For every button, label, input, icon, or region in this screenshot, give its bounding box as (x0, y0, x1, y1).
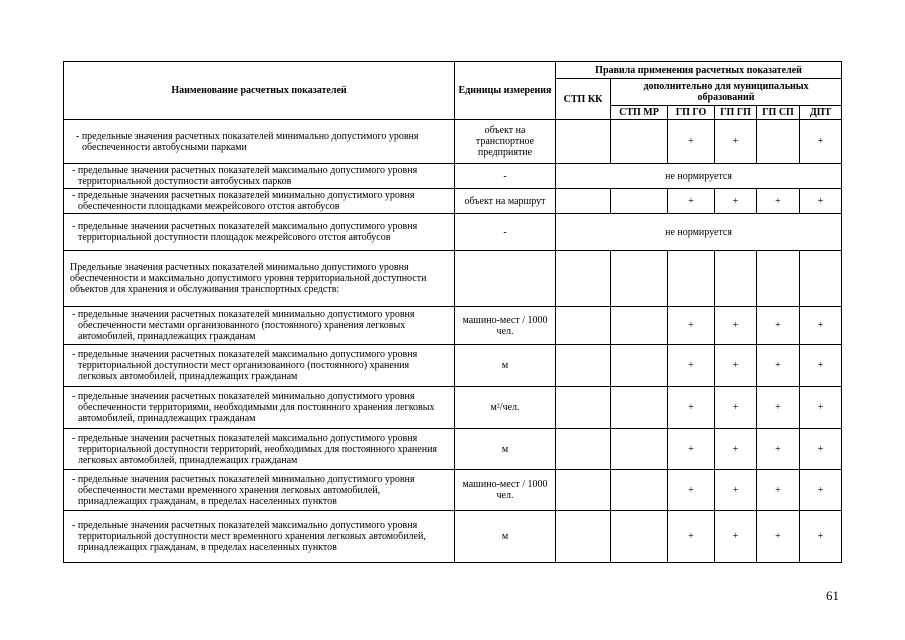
gp-go-cell: + (668, 345, 715, 387)
indicator-unit: объект на маршрут (455, 189, 556, 214)
dpt-cell (800, 251, 842, 307)
gp-go-cell: + (668, 470, 715, 511)
gp-sp-cell (757, 120, 800, 164)
indicator-name: Предельные значения расчетных показателей минимально допустимого уровня обеспеченности и максимально допустимого уровня территориальной доступности объектов для хранения и обслуживания транспортных средств: (64, 251, 455, 307)
table-row (64, 307, 842, 345)
indicator-unit: объект на транспортное предприятие (455, 120, 556, 164)
header-stp-kk: СТП КК (556, 79, 611, 120)
header-rules: Правила применения расчетных показателей (556, 62, 842, 79)
gp-gp-cell: + (715, 429, 757, 470)
header-additional: дополнительно для муниципальных образований (611, 79, 842, 106)
indicator-name: - предельные значения расчетных показателей минимально допустимого уровня обеспеченности местами организованного (постоянного) хранения легковых автомобилей, принадлежащих гражданам (64, 307, 455, 345)
indicator-unit: м (455, 429, 556, 470)
table-row (64, 120, 842, 164)
indicator-unit: машино-мест / 1000 чел. (455, 307, 556, 345)
gp-gp-cell: + (715, 189, 757, 214)
gp-go-cell (668, 251, 715, 307)
dpt-cell: + (800, 470, 842, 511)
gp-sp-cell: + (757, 189, 800, 214)
dpt-cell: + (800, 429, 842, 470)
gp-go-cell: + (668, 120, 715, 164)
indicator-name: - предельные значения расчетных показателей максимально допустимого уровня территориальной доступности мест организованного (постоянного) хранения легковых автомобилей, принадлежащих гражданам (64, 345, 455, 387)
indicator-name: - предельные значения расчетных показателей минимально допустимого уровня обеспеченности местами временного хранения легковых автомобилей, принадлежащих гражданам, в пределах населенных пунктов (64, 470, 455, 511)
stp-kk-cell (556, 120, 611, 164)
table-header (64, 62, 842, 120)
indicator-unit: м (455, 511, 556, 563)
gp-go-cell: + (668, 307, 715, 345)
header-units: Единицы измерения (455, 62, 556, 120)
table-row (64, 387, 842, 429)
table-row (64, 164, 842, 189)
gp-sp-cell: + (757, 511, 800, 563)
indicator-name: - предельные значения расчетных показателей максимально допустимого уровня территориальной доступности автобусных парков (64, 164, 455, 189)
gp-gp-cell: + (715, 511, 757, 563)
indicators-table (63, 61, 842, 563)
stp-kk-cell (556, 307, 611, 345)
stp-mr-cell (611, 189, 668, 214)
header-name: Наименование расчетных показателей (64, 62, 455, 120)
table-row (64, 511, 842, 563)
table-body (64, 120, 842, 563)
table-row (64, 429, 842, 470)
gp-gp-cell: + (715, 470, 757, 511)
indicator-unit: м (455, 345, 556, 387)
stp-kk-cell (556, 251, 611, 307)
indicator-unit (455, 251, 556, 307)
gp-go-cell: + (668, 429, 715, 470)
dpt-cell: + (800, 345, 842, 387)
dpt-cell: + (800, 120, 842, 164)
page-number: 61 (826, 588, 839, 603)
stp-mr-cell (611, 511, 668, 563)
not-normed-cell: не нормируется (556, 214, 842, 251)
table-row (64, 189, 842, 214)
stp-kk-cell (556, 470, 611, 511)
indicator-unit: - (455, 214, 556, 251)
header-gp-go: ГП ГО (668, 106, 715, 120)
dpt-cell: + (800, 189, 842, 214)
table-row (64, 214, 842, 251)
header-stp-mr: СТП МР (611, 106, 668, 120)
stp-kk-cell (556, 189, 611, 214)
stp-mr-cell (611, 387, 668, 429)
table-row (64, 345, 842, 387)
gp-go-cell: + (668, 511, 715, 563)
gp-sp-cell: + (757, 429, 800, 470)
gp-sp-cell: + (757, 307, 800, 345)
gp-gp-cell (715, 251, 757, 307)
indicator-name: - предельные значения расчетных показателей максимально допустимого уровня территориальной доступности площадок межрейсового отстоя автобусов (64, 214, 455, 251)
gp-go-cell: + (668, 189, 715, 214)
indicator-unit: м²/чел. (455, 387, 556, 429)
stp-kk-cell (556, 429, 611, 470)
indicator-name: - предельные значения расчетных показателей минимально допустимого уровня обеспеченности площадками межрейсового отстоя автобусов (64, 189, 455, 214)
stp-mr-cell (611, 251, 668, 307)
gp-sp-cell (757, 251, 800, 307)
table-row (64, 251, 842, 307)
stp-mr-cell (611, 429, 668, 470)
indicator-unit: - (455, 164, 556, 189)
indicator-unit: машино-мест / 1000 чел. (455, 470, 556, 511)
gp-sp-cell: + (757, 470, 800, 511)
stp-kk-cell (556, 345, 611, 387)
stp-mr-cell (611, 470, 668, 511)
header-gp-sp: ГП СП (757, 106, 800, 120)
indicator-name: - предельные значения расчетных показателей максимально допустимого уровня территориальной доступности мест временного хранения легковых автомобилей, принадлежащих гражданам, в пределах населенных пунктов (64, 511, 455, 563)
gp-gp-cell: + (715, 387, 757, 429)
gp-sp-cell: + (757, 345, 800, 387)
stp-mr-cell (611, 120, 668, 164)
header-dpt: ДПТ (800, 106, 842, 120)
gp-go-cell: + (668, 387, 715, 429)
gp-gp-cell: + (715, 120, 757, 164)
stp-kk-cell (556, 511, 611, 563)
indicator-name: - предельные значения расчетных показателей максимально допустимого уровня территориальной доступности территорий, необходимых для постоянного хранения легковых автомобилей, принадлежащих гражданам (64, 429, 455, 470)
gp-gp-cell: + (715, 345, 757, 387)
gp-gp-cell: + (715, 307, 757, 345)
gp-sp-cell: + (757, 387, 800, 429)
dpt-cell: + (800, 511, 842, 563)
not-normed-cell: не нормируется (556, 164, 842, 189)
indicator-name: - предельные значения расчетных показателей минимально допустимого уровня обеспеченности автобусными парками (64, 120, 455, 164)
stp-mr-cell (611, 345, 668, 387)
dpt-cell: + (800, 307, 842, 345)
stp-mr-cell (611, 307, 668, 345)
indicator-name: - предельные значения расчетных показателей минимально допустимого уровня обеспеченности территориями, необходимыми для постоянного хранения легковых автомобилей, принадлежащих гражданам (64, 387, 455, 429)
stp-kk-cell (556, 387, 611, 429)
table-row (64, 470, 842, 511)
dpt-cell: + (800, 387, 842, 429)
header-gp-gp: ГП ГП (715, 106, 757, 120)
